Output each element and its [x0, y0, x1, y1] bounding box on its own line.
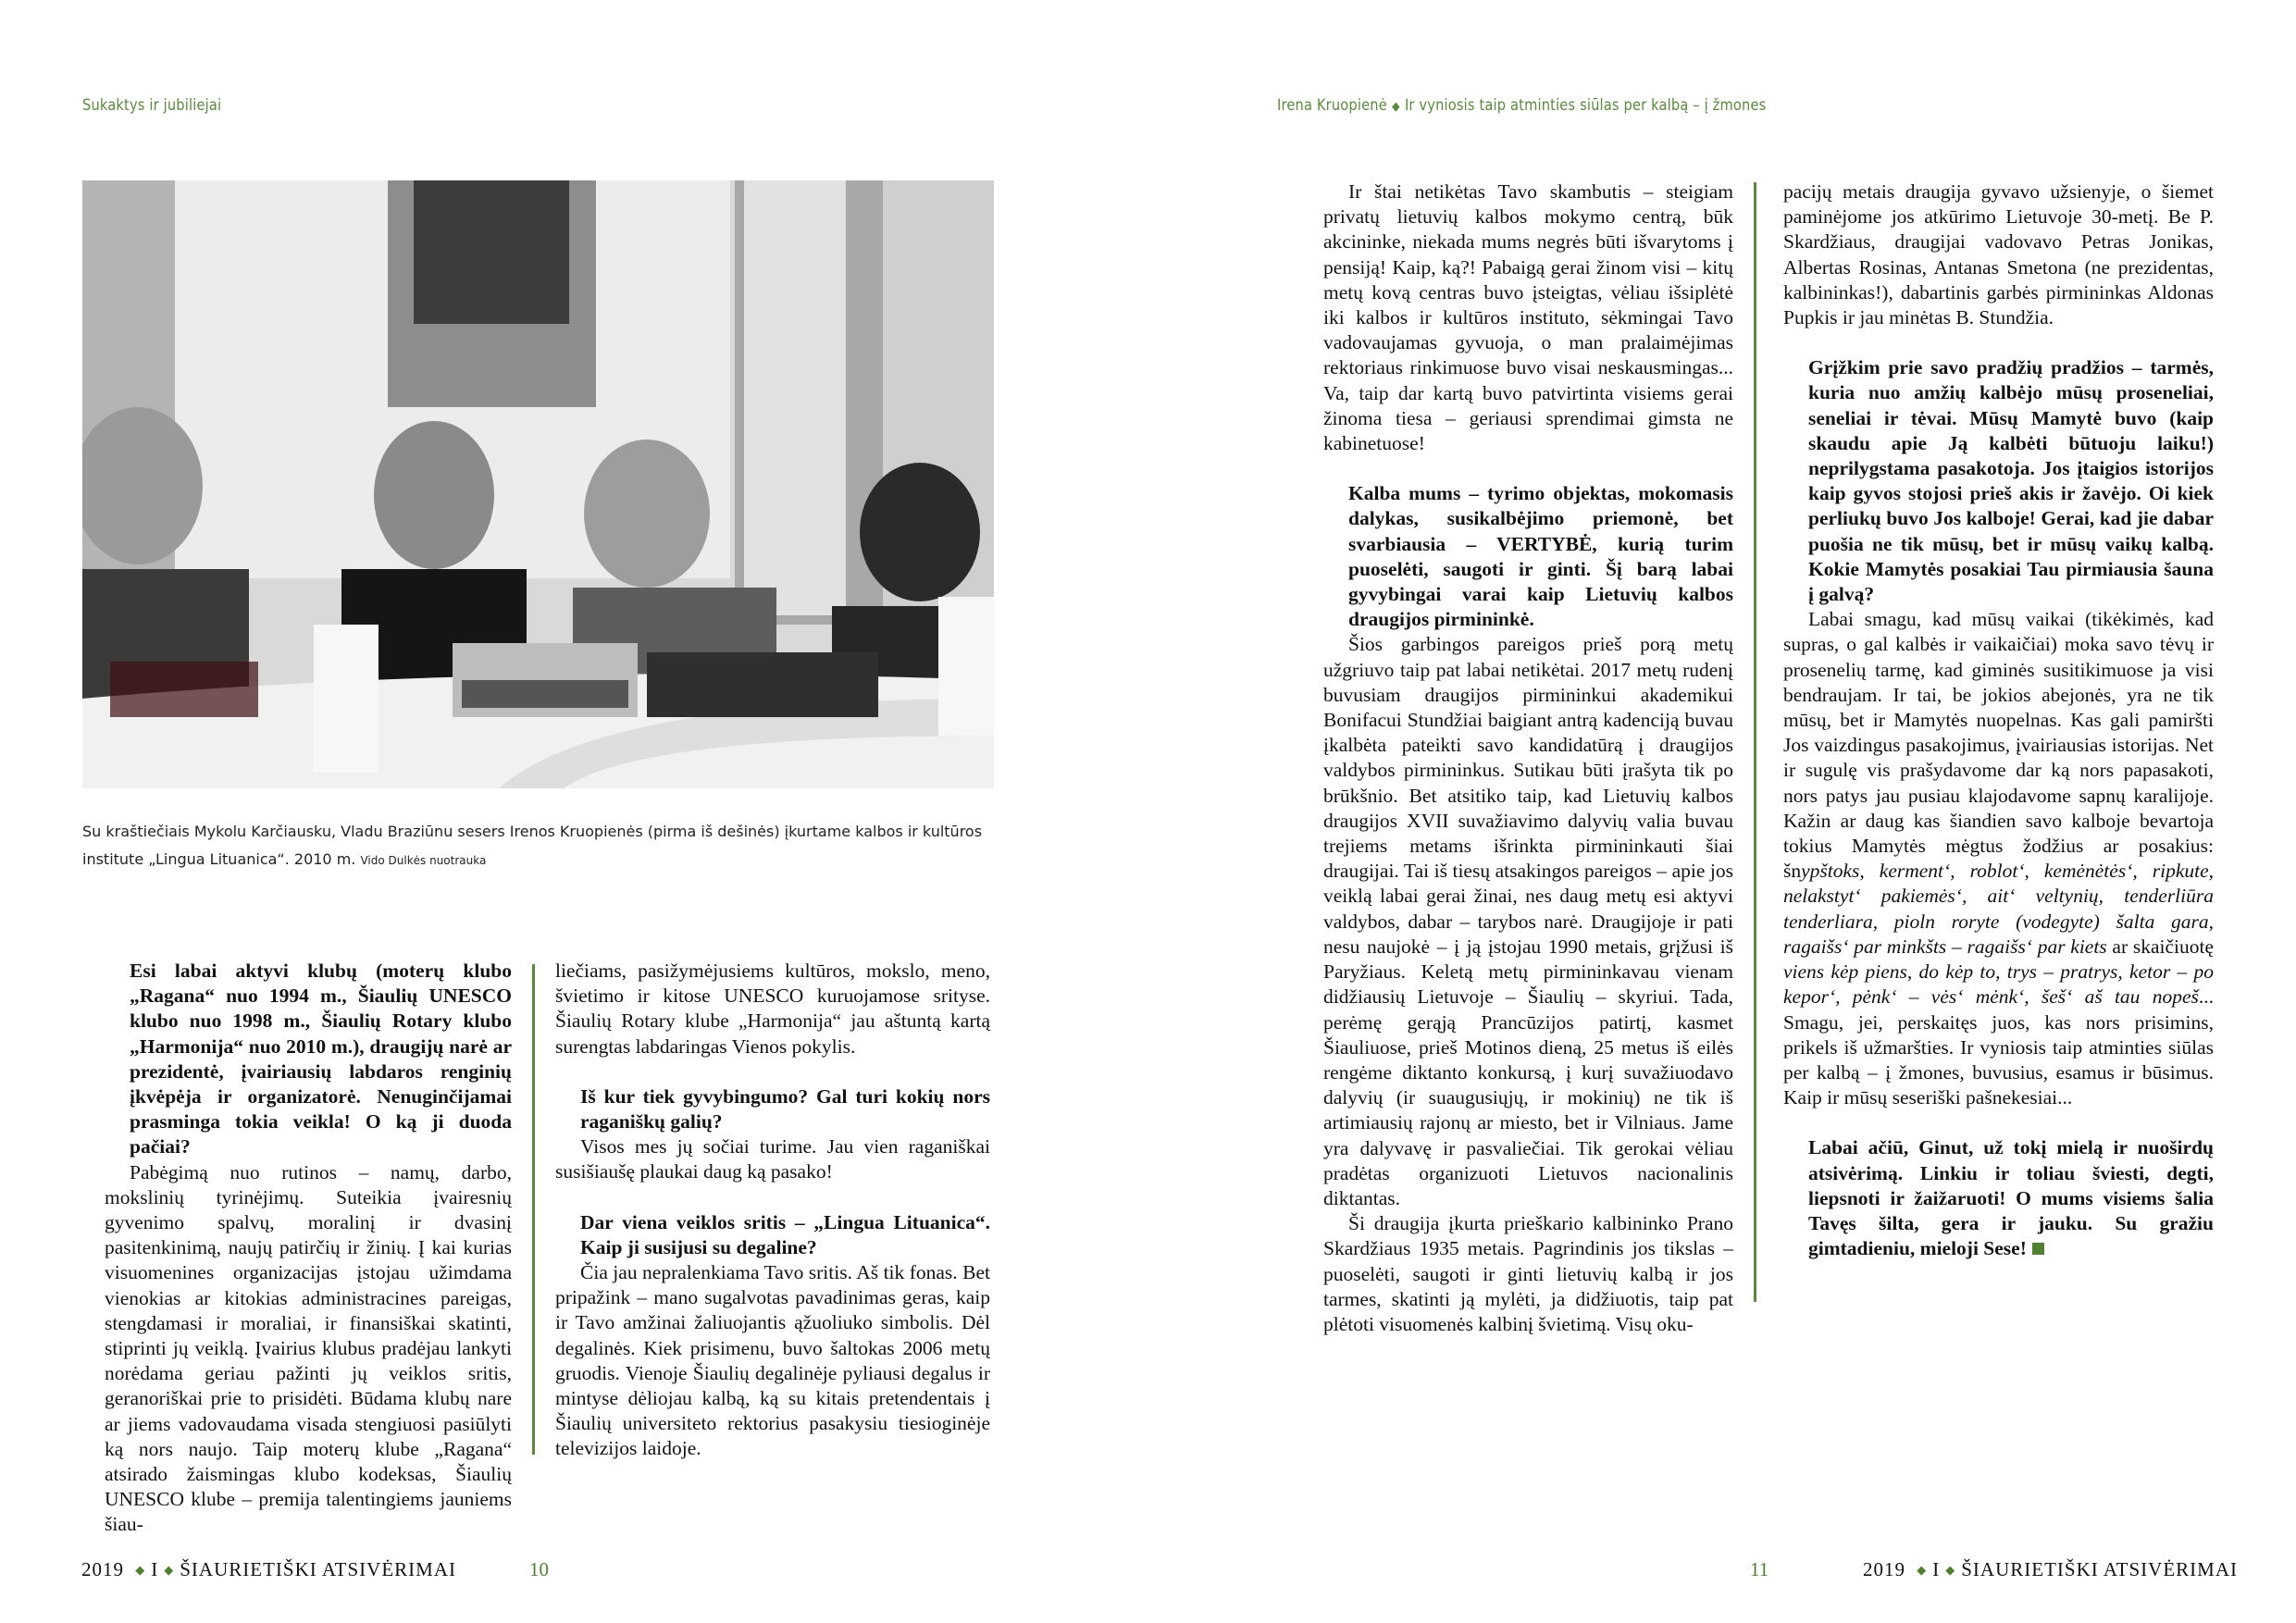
photo-illustration — [82, 180, 994, 788]
closing-text: Labai ačiū, Ginut, už tokį mielą ir nuoširdų atsivėrimą. Linkiu ir toliau šviesti, degti, liepsnoti ir žaižaruoti! O mums visiems šalia Tavęs šilta, gera ir jauku. Su gražiu gimtadieniu, mieloji Sese! — [1808, 1136, 2214, 1260]
text-column-4 — [1783, 180, 2214, 1261]
interview-question: Kalba mums – tyrimo objektas, mokomasis dalykas, susikalbėjimo priemonė, bet svarbiausia – VERTYBĖ, kurią turim puoselėti, saugoti ir ginti. Šį barą labai gyvybingai varai kaip Lietuvių kalbos draugijos pirmininkė. — [1348, 482, 1733, 631]
interview-answer-continued: pacijų metais draugija gyvavo užsienyje, o šiemet paminėjome jos atkūrimo Lietuvoje 30-metį. Be P. Skardžiaus, draugijai vadovavo Petras Jonikas, Albertas Rosinas, Antanas Smetona (ne prezidentas, kalbininkas!), dabartinis garbės pirmininkas Aldonas Pupkis ir jau minėtas B. Stundžia. — [1783, 180, 2214, 329]
dialect-words: ypštoks, kerment‘, roblot‘, kemėnėtės‘, ripkute, nelakstyt‘ pakiemės‘, ait‘ veltynių, tenderliūra tenderliara, pioln roryte (vodegyte) šalta gara, ragaišs‘ par minkšts – ragaišs‘ par kiets — [1783, 860, 2214, 958]
caption-text: Su kraštiečiais Mykolu Karčiausku, Vladu Braziūnu sesers Irenos Kruopienės (pirma iš dešinės) įkurtame kalbos ir kultūros institute „Lingua Lituanica“. 2010 m. — [82, 823, 983, 868]
answer-text: ar skaičiuotę — [2106, 935, 2214, 958]
article-title: Ir vyniosis taip atminties siūlas per kalbą – į žmones — [1404, 96, 1767, 115]
footer-issue: I — [151, 1558, 159, 1580]
answer-text: ... Smagu, jei, perskaitęs juos, kas nors prisimins, prikels iš užmaršties. Ir vyniosis taip atminties siūlas per kalbą – į žmones, buvusius, esamus ir būsimus. Kaip ir mūsų seseriški pašnekesiai... — [1783, 985, 2214, 1109]
dialect-counting-rhyme: viens kėp piens, do kėp to, trys – pratrys, ketor – po kepor‘, pėnk‘ – vės‘ mėnk‘, šeš‘ aš tau nopeš — [1783, 960, 2214, 1009]
article-running-head — [1277, 96, 1766, 115]
photo-caption — [82, 818, 1008, 874]
column-divider — [1754, 182, 1756, 1302]
interview-question: Dar viena veiklos sritis – „Lingua Lituanica“. Kaip ji susijusi su degaline? — [580, 1210, 990, 1258]
footer-issue: I — [1932, 1558, 1941, 1580]
photo-credit: Vido Dulkės nuotrauka — [360, 854, 487, 867]
end-of-article-icon — [2032, 1243, 2044, 1255]
interview-answer: Pabėgimą nuo rutinos – namų, darbo, mokslinių tyrinėjimų. Suteikia įvairesnių gyvenimo spalvų, moralinį ir dvasinį pasitenkinimą, naujų patirčių ir žinių. Į kai kurias visuomenines organizacijas įstojau užimdama vienokias ar kitokias administracines pareigas, stengdamasi ir moraliai, ir finansiškai skatinti, stiprinti jų veiklą. Įvairius klubus pradėjau lankyti norėdama geriau pažinti jų veiklos sritis, geranoriškai prie to prisidėti. Būdama klubų nare ar jiems vadovaudama visada stengiuosi pasiūlyti ką nors naujo. Taip moterų klube „Ragana“ atsirado žaismingas klubo kodeksas, Šiaulių UNESCO klube – premija talentingiems jauniems šiau- — [105, 1160, 512, 1536]
magazine-footer — [1863, 1558, 2238, 1581]
interview-answer: Ir štai netikėtas Tavo skambutis – steigiam privatų lietuvių kalbos mokymo centrą, būk akcininke, niekada mums negrės būti išvarytoms į pensiją! Kaip, ką?! Pabaigą gerai žinom visi – kitų metų kovą centras buvo įsteigtas, vėliau išsiplėtė iki kalbos ir kultūros instituto, sėkmingai Tavo vadovaujamas gyvuoja, o man pralaimėjimas rektoriaus rinkimuose buvo visai neskausmingas... Va, taip dar kartą buvo patvirtinta visiems gerai žinoma tiesa – geriausi sprendimai gimsta ne kabinetuose! — [1323, 180, 1733, 455]
group-photo — [82, 180, 994, 788]
answer-text: Labai smagu, kad mūsų vaikai (tikėkimės, kad supras, o gal kalbės ir vaikaičiai) moka savo tėvų ir prosenelių tarmę, kad giminės susitikimuose ja visi bendraujam. Ir tai, be jokios abejonės, yra ne tik mūsų, bet ir Mamytės nuopelnas. Kas gali pamiršti Jos vaizdingus pasakojimus, įvairiausias istorijas. Net ir sugulę vis prašydavome dar ką nors papasakoti, nors patys jau pusiau klajodavome sapnų karalijoje. Kažin ar daug kas šiandien savo kalboje bevartoja tokius Mamytės mėgtus žodžius ar posakius: šn — [1783, 608, 2214, 883]
article-author: Irena Kruopienė — [1277, 96, 1387, 115]
interview-question: Esi labai aktyvi klubų (moterų klubo „Ragana“ nuo 1994 m., Šiaulių UNESCO klubo nuo 1998 m., Šiaulių Rotary klubo „Harmonija“ nuo 2010 m.), draugijų narė ar prezidentė, įvairiausių labdaros renginių įkvėpėja ir organizatorė. Nenuginčijamai prasminga tokia veikla! O ką ji duoda pačiai? — [130, 960, 512, 1158]
page-number: 10 — [529, 1558, 549, 1580]
interview-answer: Visos mes jų sočiai turime. Jau vien raganiškai susišiaušę plaukai daug ką pasako! — [555, 1135, 990, 1183]
interview-question: Grįžkim prie savo pradžių pradžios – tarmės, kuria nuo amžių kalbėjo mūsų proseneliai, seneliai ir tėvai. Mūsų Mamytė buvo (kaip skaudu apie Ją kalbėti būtuoju laiku!) neprilygstama pasakotoja. Jos įtaigios istorijos kaip gyvos stojosi prieš akis ir žavėjo. Oi kiek perliukų buvo Jos kalboje! Gerai, kad jie dabar puošia ne tik mūsų, bet ir mūsų vaikų kalbą. Kokie Mamytės posakiai Tau pirmiausia šauna į galvą? — [1808, 356, 2214, 606]
column-divider — [532, 964, 535, 1455]
diamond-bullet-icon: ◆ — [1917, 1563, 1928, 1577]
text-column-1 — [105, 959, 512, 1538]
diamond-bullet-icon: ◆ — [164, 1563, 175, 1577]
section-running-head: Sukaktys ir jubiliejai — [82, 96, 222, 115]
page-number: 11 — [1750, 1558, 1769, 1580]
magazine-footer — [81, 1558, 456, 1581]
footer-year: 2019 — [1863, 1558, 1905, 1580]
closing-remark — [1783, 1135, 2214, 1261]
interview-answer: Ši draugija įkurta prieškario kalbininko Prano Skardžiaus 1935 metais. Pagrindinis jos tikslas – puoselėti, saugoti ir ginti lietuvių kalbą ir jos tarmes, skatinti ją mylėti, ja didžiuotis, taip pat plėtoti visuomenės kalbinį švietimą. Visų oku- — [1323, 1212, 1733, 1335]
interview-answer: Šios garbingos pareigos prieš porą metų užgriuvo taip pat labai netikėtai. 2017 metų rudenį buvusiam draugijos pirmininkui akademikui Bonifacui Stundžiai baigiant antrą kadenciją buvau įkalbėta pateikti savo kandidatūrą į draugijos valdybos pirmininkus. Sutikau būti įrašyta tik po brūkšnio. Bet atsitiko taip, kad Lietuvių kalbos draugijos XVII suvažiavimo dalyvių valia buvau trejiems metams išrinkta pirmininkauti šiai draugijai. Tai iš tiesų atsakingos pareigos – apie jos veiklą labai gerai žinai, nes daug metų esi aktyvi valdybos, dabar – tarybos narė. Draugijoje ir pati nesu naujokė – į ją įstojau 1990 metais, grįžusi iš Paryžiaus. Keletą metų pirmininkavau vienam didžiausių Lietuvoje – Šiaulių – skyriui. Tada, perėmę gerąją Prancūzijos patirtį, kasmet Šiauliuose, prieš Motinos dieną, 25 metus iš eilės rengėme diktanto konkursą, į kurį suvažiuodavo dalyvių (ir suaugusiųjų, ir mokinių) ne tik iš artimiausių rajonų ar miesto, bet ir Vilniaus. Jame yra dalyvavę ir pasvaliečiai. Tik gerokai vėliau pradėtas organizuoti Lietuvos nacionalinis diktantas. — [1323, 633, 1733, 1209]
diamond-bullet-icon: ◆ — [1945, 1563, 1956, 1577]
interview-question: Iš kur tiek gyvybingumo? Gal turi kokių nors raganiškų galių? — [580, 1084, 990, 1134]
diamond-bullet-icon: ◆ — [135, 1563, 146, 1577]
page-11 — [1148, 0, 2296, 1623]
diamond-bullet-icon: ◆ — [1392, 100, 1400, 114]
text-column-2 — [555, 959, 990, 1462]
text-column-3 — [1323, 180, 1733, 1337]
interview-answer: Čia jau nepralenkiama Tavo sritis. Aš tik fonas. Bet pripažink – mano sugalvotas pavadinimas geras, kaip ir Tavo amžinai žaliuojantis ąžuoliuko simbolis. Dėl degalinės. Kiek prisimenu, buvo šaltokas 2006 metų gruodis. Vienoje Šiaulių degalinėje pyliausi degalus ir mintyse dėliojau kalbą, ką su kitais pretendentais į Šiaulių universiteto rektorius pasakysiu tiesioginėje televizijos laidoje. — [555, 1261, 990, 1460]
footer-year: 2019 — [81, 1558, 124, 1580]
interview-answer-continued: liečiams, pasižymėjusiems kultūros, mokslo, meno, švietimo ir kitose UNESCO kuruojamose srityse. Šiaulių Rotary klube „Harmonija“ jau aštuntą kartą surengtas labdaringas Vienos pokylis. — [555, 960, 990, 1058]
interview-answer — [1783, 607, 2214, 1110]
footer-magazine-title: ŠIAURIETIŠKI ATSIVĖRIMAI — [180, 1558, 456, 1580]
footer-magazine-title: ŠIAURIETIŠKI ATSIVĖRIMAI — [1961, 1558, 2238, 1580]
